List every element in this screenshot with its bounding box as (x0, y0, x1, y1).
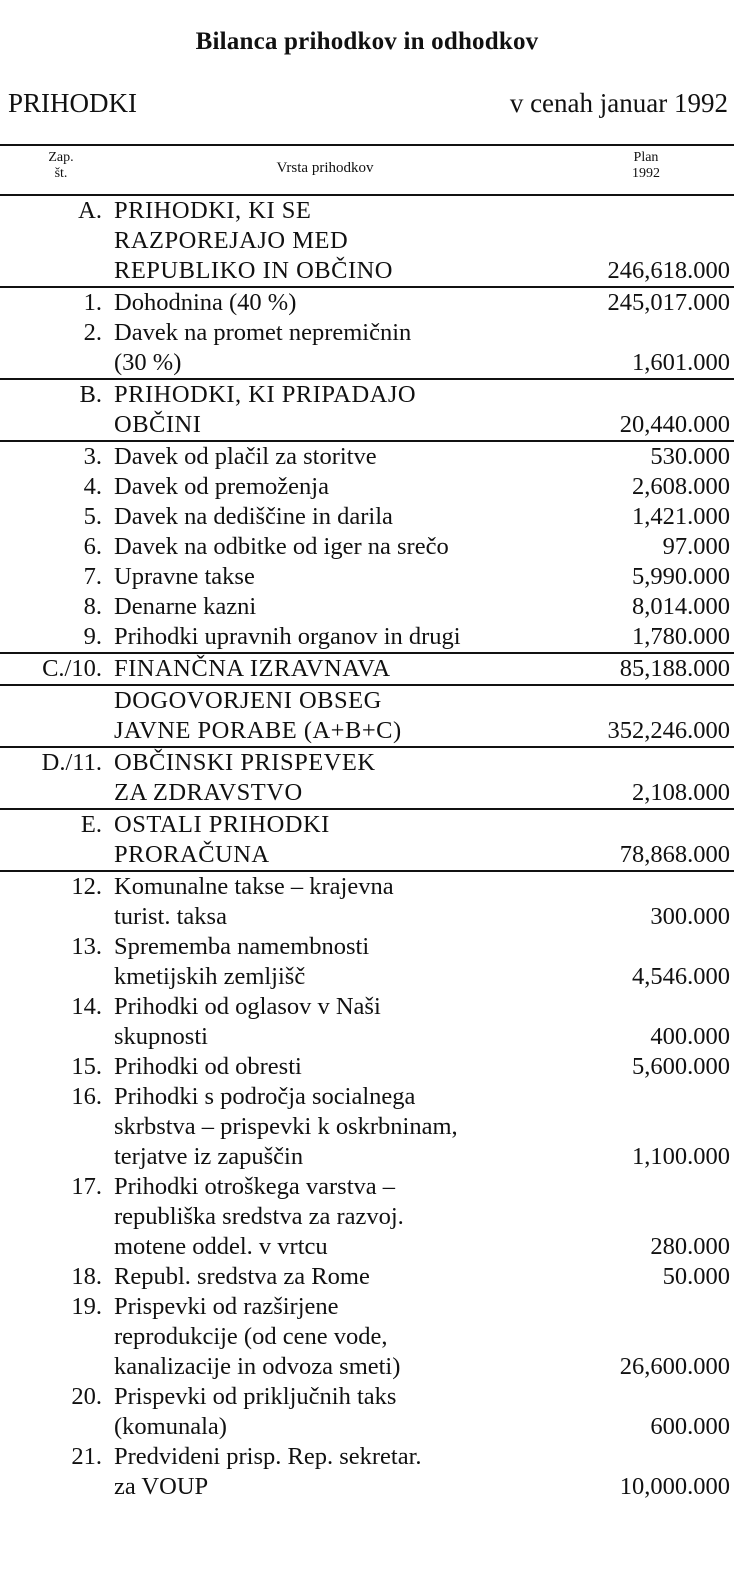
table-row (0, 502, 734, 532)
row-number: 5. (83, 503, 102, 530)
row-plan-value: 1,100.000 (632, 1143, 730, 1170)
row-plan-value: 26,600.000 (619, 1353, 730, 1380)
table-row (0, 1052, 734, 1082)
table-row (0, 1262, 734, 1292)
table-row (0, 562, 734, 592)
table-row (0, 288, 734, 318)
row-number: 1. (83, 289, 102, 316)
row-description: Predvideni prisp. Rep. sekretar. za VOUP (114, 1443, 422, 1500)
table-row (0, 1292, 734, 1382)
table-row (0, 1442, 734, 1502)
column-header-number: Zap. št. (48, 150, 74, 181)
row-description: Prihodki od obresti (114, 1053, 302, 1080)
table-section-row (0, 654, 734, 686)
row-plan-value: 97.000 (662, 533, 730, 560)
row-plan-value: 280.000 (650, 1233, 730, 1260)
row-plan-value: 300.000 (650, 903, 730, 930)
row-description: DOGOVORJENI OBSEG JAVNE PORABE (A+B+C) (114, 687, 402, 744)
row-description: Davek na odbitke od iger na srečo (114, 533, 449, 560)
row-plan-value: 530.000 (650, 443, 730, 470)
row-description: Prispevki od razširjene reprodukcije (od cene vode, kanalizacije in odvoza smeti) (114, 1293, 401, 1380)
table-row (0, 1382, 734, 1442)
row-plan-value: 246,618.000 (607, 257, 730, 284)
table-header (0, 144, 734, 196)
row-description: OSTALI PRIHODKI PRORAČUNA (114, 811, 330, 868)
table-row (0, 472, 734, 502)
table-section-row (0, 810, 734, 872)
row-number: 9. (83, 623, 102, 650)
document-title: Bilanca prihodkov in odhodkov (195, 28, 539, 55)
price-basis-note: v cenah januar 1992 (509, 88, 728, 118)
row-description: Prihodki upravnih organov in drugi (114, 623, 461, 650)
row-description: FINANČNA IZRAVNAVA (114, 655, 391, 682)
row-number: D./11. (41, 749, 102, 776)
row-description: Davek od plačil za storitve (114, 443, 377, 470)
row-description: Upravne takse (114, 563, 255, 590)
row-plan-value: 600.000 (650, 1413, 730, 1440)
row-plan-value: 352,246.000 (607, 717, 730, 744)
row-description: OBČINSKI PRISPEVEK ZA ZDRAVSTVO (114, 749, 376, 806)
row-description: PRIHODKI, KI SE RAZPOREJAJO MED REPUBLIKO IN OBČINO (114, 197, 393, 284)
row-number: 2. (83, 319, 102, 346)
row-description: Davek na dediščine in darila (114, 503, 393, 530)
row-plan-value: 5,990.000 (632, 563, 730, 590)
table-row (0, 592, 734, 622)
row-number: 6. (83, 533, 102, 560)
table-row (0, 1172, 734, 1262)
table-section-row (0, 196, 734, 288)
table-row (0, 872, 734, 932)
section-heading: PRIHODKI (8, 88, 138, 118)
row-description: Dohodnina (40 %) (114, 289, 297, 316)
row-plan-value: 10,000.000 (619, 1473, 730, 1500)
column-header-plan: Plan 1992 (632, 150, 660, 181)
row-number: 19. (71, 1293, 102, 1320)
table-section-row (0, 748, 734, 810)
row-number: 20. (71, 1383, 102, 1410)
row-plan-value: 8,014.000 (632, 593, 730, 620)
row-plan-value: 400.000 (650, 1023, 730, 1050)
table-body (0, 196, 734, 1502)
row-number: 8. (83, 593, 102, 620)
row-description: Sprememba namembnosti kmetijskih zemljišč (114, 933, 370, 990)
row-plan-value: 1,421.000 (632, 503, 730, 530)
row-number: 3. (83, 443, 102, 470)
row-number: A. (78, 197, 102, 224)
table-row (0, 532, 734, 562)
column-header-description: Vrsta prihodkov (276, 160, 374, 176)
row-number: 4. (83, 473, 102, 500)
row-number: 14. (71, 993, 102, 1020)
row-description: Denarne kazni (114, 593, 257, 620)
row-description: PRIHODKI, KI PRIPADAJO OBČINI (114, 381, 417, 438)
row-plan-value: 245,017.000 (607, 289, 730, 316)
row-plan-value: 2,608.000 (632, 473, 730, 500)
row-description: Republ. sredstva za Rome (114, 1263, 370, 1290)
row-number: 17. (71, 1173, 102, 1200)
row-number: 15. (71, 1053, 102, 1080)
table-section-row (0, 686, 734, 748)
row-plan-value: 1,780.000 (632, 623, 730, 650)
table-row (0, 622, 734, 654)
row-plan-value: 85,188.000 (619, 655, 730, 682)
row-plan-value: 1,601.000 (632, 349, 730, 376)
table-row (0, 442, 734, 472)
table-row (0, 318, 734, 380)
row-number: 21. (71, 1443, 102, 1470)
row-plan-value: 2,108.000 (632, 779, 730, 806)
row-plan-value: 20,440.000 (619, 411, 730, 438)
row-number: C./10. (42, 655, 102, 682)
row-plan-value: 78,868.000 (619, 841, 730, 868)
row-number: 18. (71, 1263, 102, 1290)
row-description: Davek od premoženja (114, 473, 329, 500)
row-description: Komunalne takse – krajevna turist. taksa (114, 873, 394, 930)
row-number: E. (80, 811, 102, 838)
row-description: Davek na promet nepremičnin (30 %) (114, 319, 412, 376)
table-section-row (0, 380, 734, 442)
row-plan-value: 50.000 (662, 1263, 730, 1290)
row-number: B. (79, 381, 102, 408)
table-row (0, 932, 734, 992)
table-row (0, 992, 734, 1052)
row-plan-value: 4,546.000 (632, 963, 730, 990)
row-number: 12. (71, 873, 102, 900)
row-description: Prihodki otroškega varstva – republiška sredstva za razvoj. motene oddel. v vrtcu (114, 1173, 404, 1260)
row-description: Prihodki s področja socialnega skrbstva – prispevki k oskrbninam, terjatve iz zapuščin (114, 1083, 458, 1170)
row-plan-value: 5,600.000 (632, 1053, 730, 1080)
revenue-table (0, 144, 734, 1502)
row-description: Prihodki od oglasov v Naši skupnosti (114, 993, 381, 1050)
row-number: 13. (71, 933, 102, 960)
row-number: 7. (83, 563, 102, 590)
table-row (0, 1082, 734, 1172)
row-description: Prispevki od priključnih taks (komunala) (114, 1383, 397, 1440)
row-number: 16. (71, 1083, 102, 1110)
